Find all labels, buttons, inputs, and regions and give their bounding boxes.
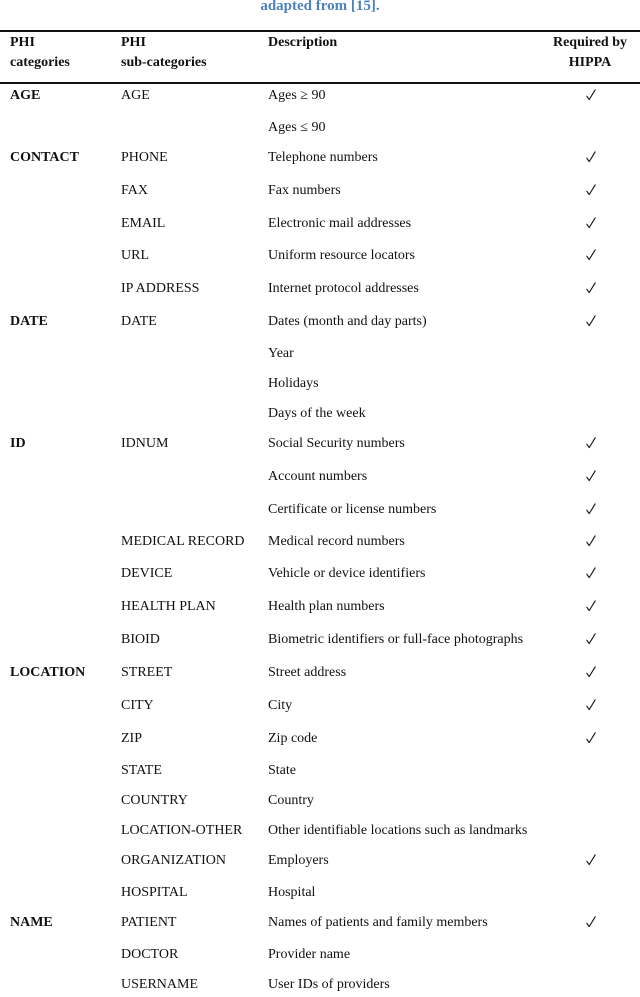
table-row (0, 975, 640, 997)
description-cell: Dates (month and day parts) (268, 314, 427, 329)
required-cell (582, 436, 600, 456)
description-cell: Social Security numbers (268, 436, 405, 451)
phi-subcategory-cell: EMAIL (121, 216, 166, 231)
header-line: categories (10, 55, 70, 70)
table-row (0, 214, 640, 236)
description-cell: Provider name (268, 947, 351, 962)
check-icon (586, 469, 596, 481)
check-icon (586, 216, 596, 228)
header-line: sub-categories (121, 55, 207, 70)
table-row (0, 344, 640, 366)
required-cell (582, 216, 600, 236)
phi-subcategory-cell: HOSPITAL (121, 885, 188, 900)
check-icon (586, 248, 596, 260)
header-description (268, 33, 337, 53)
check-icon (586, 665, 596, 677)
required-cell (582, 632, 600, 652)
phi-category-cell: CONTACT (10, 150, 79, 165)
phi-subcategory-cell: ORGANIZATION (121, 853, 226, 868)
description-cell: Zip code (268, 731, 318, 746)
header-required-by-hippa (540, 33, 640, 73)
description-cell: Names of patients and family members (268, 915, 488, 930)
description-cell: State (268, 763, 296, 778)
phi-subcategory-cell: PHONE (121, 150, 168, 165)
phi-subcategory-cell: IP ADDRESS (121, 281, 200, 296)
description-cell: User IDs of providers (268, 977, 390, 992)
phi-category-cell: AGE (10, 88, 41, 103)
phi-subcategory-cell: DEVICE (121, 566, 173, 581)
table-row (0, 500, 640, 522)
table-row (0, 279, 640, 301)
required-cell (582, 88, 600, 108)
description-cell: Hospital (268, 885, 316, 900)
phi-subcategory-cell: COUNTRY (121, 793, 188, 808)
description-cell: Vehicle or device identifiers (268, 566, 426, 581)
description-cell: Electronic mail addresses (268, 216, 412, 231)
table-row (0, 821, 640, 843)
table-row (0, 913, 640, 935)
phi-subcategory-cell: LOCATION-OTHER (121, 823, 243, 838)
table-row (0, 118, 640, 140)
phi-subcategory-cell: MEDICAL RECORD (121, 534, 245, 549)
phi-subcategory-cell: AGE (121, 88, 150, 103)
description-cell: Biometric identifiers or full-face photographs (268, 632, 524, 647)
required-cell (582, 150, 600, 170)
check-icon (586, 566, 596, 578)
description-cell: Ages ≥ 90 (268, 88, 326, 103)
table-row (0, 404, 640, 426)
description-cell: Account numbers (268, 469, 368, 484)
header-line: PHI (10, 35, 35, 50)
description-cell: Internet protocol addresses (268, 281, 419, 296)
required-cell (582, 566, 600, 586)
description-cell: Medical record numbers (268, 534, 405, 549)
table-row (0, 86, 640, 108)
phi-category-cell: DATE (10, 314, 48, 329)
table-row (0, 434, 640, 456)
phi-subcategory-cell: PATIENT (121, 915, 177, 930)
table-row (0, 729, 640, 751)
header-phi-categories (10, 33, 70, 73)
phi-subcategory-cell: ZIP (121, 731, 142, 746)
phi-category-cell: NAME (10, 915, 53, 930)
description-cell: Uniform resource locators (268, 248, 415, 263)
phi-subcategory-cell: DATE (121, 314, 157, 329)
header-line: PHI (121, 35, 146, 50)
required-cell (582, 599, 600, 619)
description-cell: City (268, 698, 293, 713)
description-cell: Year (268, 346, 294, 361)
table-row (0, 532, 640, 554)
table-row (0, 564, 640, 586)
required-cell (582, 698, 600, 718)
check-icon (586, 88, 596, 100)
required-cell (582, 183, 600, 203)
check-icon (586, 731, 596, 743)
check-icon (586, 599, 596, 611)
phi-subcategory-cell: FAX (121, 183, 148, 198)
table-row (0, 630, 640, 652)
description-cell: Country (268, 793, 314, 808)
required-cell (582, 915, 600, 935)
phi-subcategory-cell: URL (121, 248, 149, 263)
phi-subcategory-cell: STATE (121, 763, 162, 778)
check-icon (586, 915, 596, 927)
check-icon (586, 632, 596, 644)
phi-subcategory-cell: HEALTH PLAN (121, 599, 216, 614)
description-cell: Holidays (268, 376, 319, 391)
phi-category-cell: ID (10, 436, 26, 451)
description-cell: Ages ≤ 90 (268, 120, 326, 135)
table-row (0, 945, 640, 967)
check-icon (586, 534, 596, 546)
phi-category-cell: LOCATION (10, 665, 86, 680)
required-cell (582, 534, 600, 554)
check-icon (586, 183, 596, 195)
description-cell: Certificate or license numbers (268, 502, 437, 517)
required-cell (582, 502, 600, 522)
header-line: Required by (552, 35, 628, 50)
required-cell (582, 469, 600, 489)
description-cell: Telephone numbers (268, 150, 378, 165)
table-header-rule (0, 82, 640, 84)
table-row (0, 883, 640, 905)
header-line: HIPPA (568, 55, 612, 70)
check-icon (586, 502, 596, 514)
description-cell: Street address (268, 665, 347, 680)
phi-subcategory-cell: STREET (121, 665, 173, 680)
phi-subcategory-cell: BIOID (121, 632, 160, 647)
description-cell: Fax numbers (268, 183, 341, 198)
table-row (0, 467, 640, 489)
check-icon (586, 698, 596, 710)
table-row (0, 374, 640, 396)
required-cell (582, 853, 600, 873)
required-cell (582, 731, 600, 751)
header-line: Description (268, 35, 338, 50)
table-row (0, 181, 640, 203)
description-cell: Employers (268, 853, 329, 868)
table-row (0, 761, 640, 783)
check-icon (586, 281, 596, 293)
table-row (0, 663, 640, 685)
check-icon (586, 314, 596, 326)
check-icon (586, 853, 596, 865)
required-cell (582, 314, 600, 334)
phi-subcategory-cell: IDNUM (121, 436, 169, 451)
check-icon (586, 150, 596, 162)
phi-subcategory-cell: USERNAME (121, 977, 199, 992)
table-top-rule (0, 30, 640, 32)
description-cell: Health plan numbers (268, 599, 385, 614)
required-cell (582, 281, 600, 301)
phi-subcategory-cell: DOCTOR (121, 947, 179, 962)
required-cell (582, 248, 600, 268)
table-row (0, 791, 640, 813)
table-row (0, 597, 640, 619)
phi-subcategory-cell: CITY (121, 698, 154, 713)
table-caption: adapted from [15]. (260, 0, 380, 14)
description-cell: Days of the week (268, 406, 366, 421)
required-cell (582, 665, 600, 685)
table-row (0, 851, 640, 873)
table-row (0, 148, 640, 170)
table-row (0, 246, 640, 268)
table-row (0, 696, 640, 718)
description-cell: Other identifiable locations such as landmarks (268, 823, 528, 838)
header-phi-subcategories (121, 33, 207, 73)
table-row (0, 312, 640, 334)
check-icon (586, 436, 596, 448)
